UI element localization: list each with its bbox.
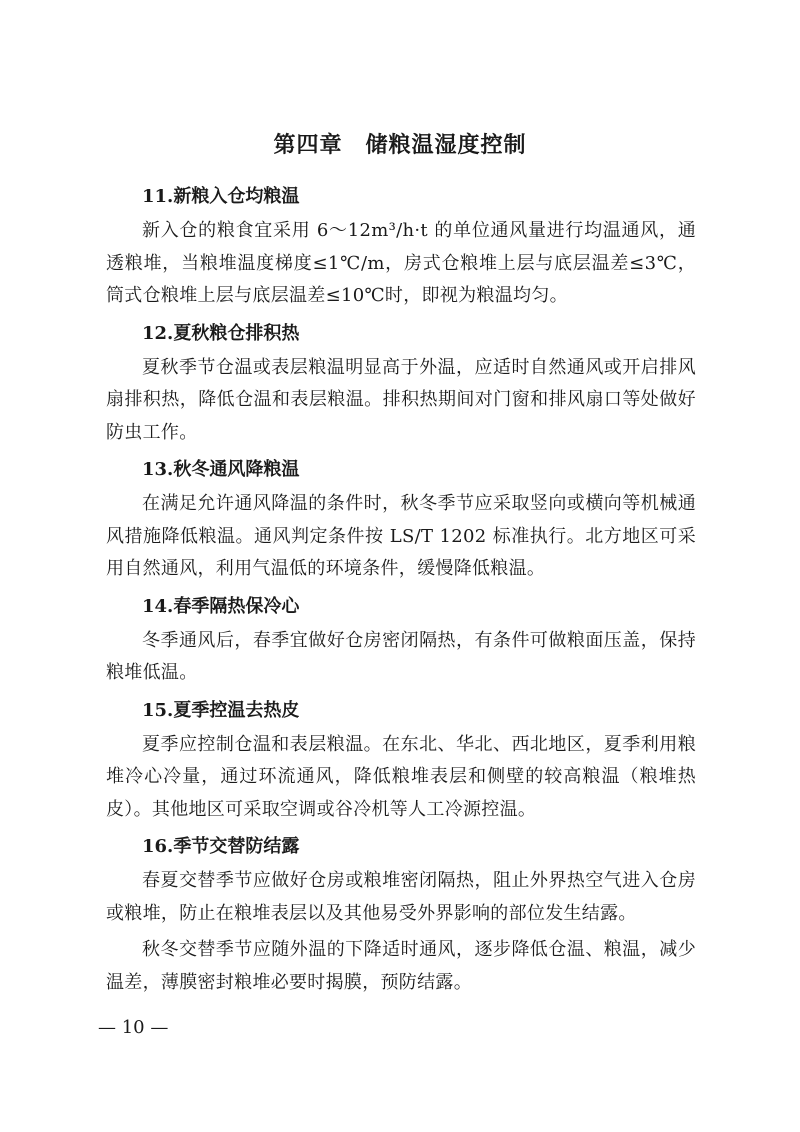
section-12 — [106, 317, 696, 450]
section-paragraph: 夏季应控制仓温和表层粮温。在东北、华北、西北地区，夏季利用粮堆冷心冷量，通过环流通风，降低粮堆表层和侧壁的较高粮温（粮堆热皮）。其他地区可采取空调或谷冷机等人工冷源控温。 — [106, 733, 696, 820]
section-heading: 16.季节交替防结露 — [142, 836, 300, 857]
section-paragraph: 春夏交替季节应做好仓房或粮堆密闭隔热，阻止外界热空气进入仓房或粮堆，防止在粮堆表层以及其他易受外界影响的部位发生结露。 — [106, 870, 696, 924]
section-heading: 11.新粮入仓均粮温 — [142, 186, 300, 207]
section-paragraph: 在满足允许通风降温的条件时，秋冬季节应采取竖向或横向等机械通风措施降低粮温。通风判定条件按 LS/T 1202 标准执行。北方地区可采用自然通风，利用气温低的环境条件，缓慢降低粮温。 — [106, 493, 696, 579]
section-heading: 15.夏季控温去热皮 — [142, 699, 300, 721]
section-13 — [106, 453, 696, 586]
section-heading: 14.春季隔热保冷心 — [142, 595, 300, 617]
section-16 — [106, 830, 696, 999]
section-paragraph: 新入仓的粮食宜采用 6～12m³/h·t 的单位通风量进行均温通风，通透粮堆，当粮堆温度梯度≤1℃/m，房式仓粮堆上层与底层温差≤3℃，筒式仓粮堆上层与底层温差≤10℃时，即视为粮温均匀。 — [106, 220, 696, 306]
chapter-title: 第四章 储粮温湿度控制 — [273, 133, 527, 158]
section-heading: 13.秋冬通风降粮温 — [142, 459, 300, 480]
section-14 — [106, 590, 696, 690]
section-paragraph: 秋冬交替季节应随外温的下降适时通风，逐步降低仓温、粮温，减少温差，薄膜密封粮堆必要时揭膜，预防结露。 — [106, 939, 696, 993]
section-paragraph: 夏秋季节仓温或表层粮温明显高于外温，应适时自然通风或开启排风扇排积热，降低仓温和表层粮温。排积热期间对门窗和排风扇口等处做好防虫工作。 — [106, 356, 696, 443]
page-number: — 10 — — [98, 1017, 169, 1038]
section-paragraph: 冬季通风后，春季宜做好仓房密闭隔热，有条件可做粮面压盖，保持粮堆低温。 — [106, 629, 696, 683]
section-11 — [106, 180, 696, 313]
section-15 — [106, 694, 696, 827]
section-list — [106, 180, 696, 1003]
section-heading: 12.夏秋粮仓排积热 — [142, 322, 300, 344]
